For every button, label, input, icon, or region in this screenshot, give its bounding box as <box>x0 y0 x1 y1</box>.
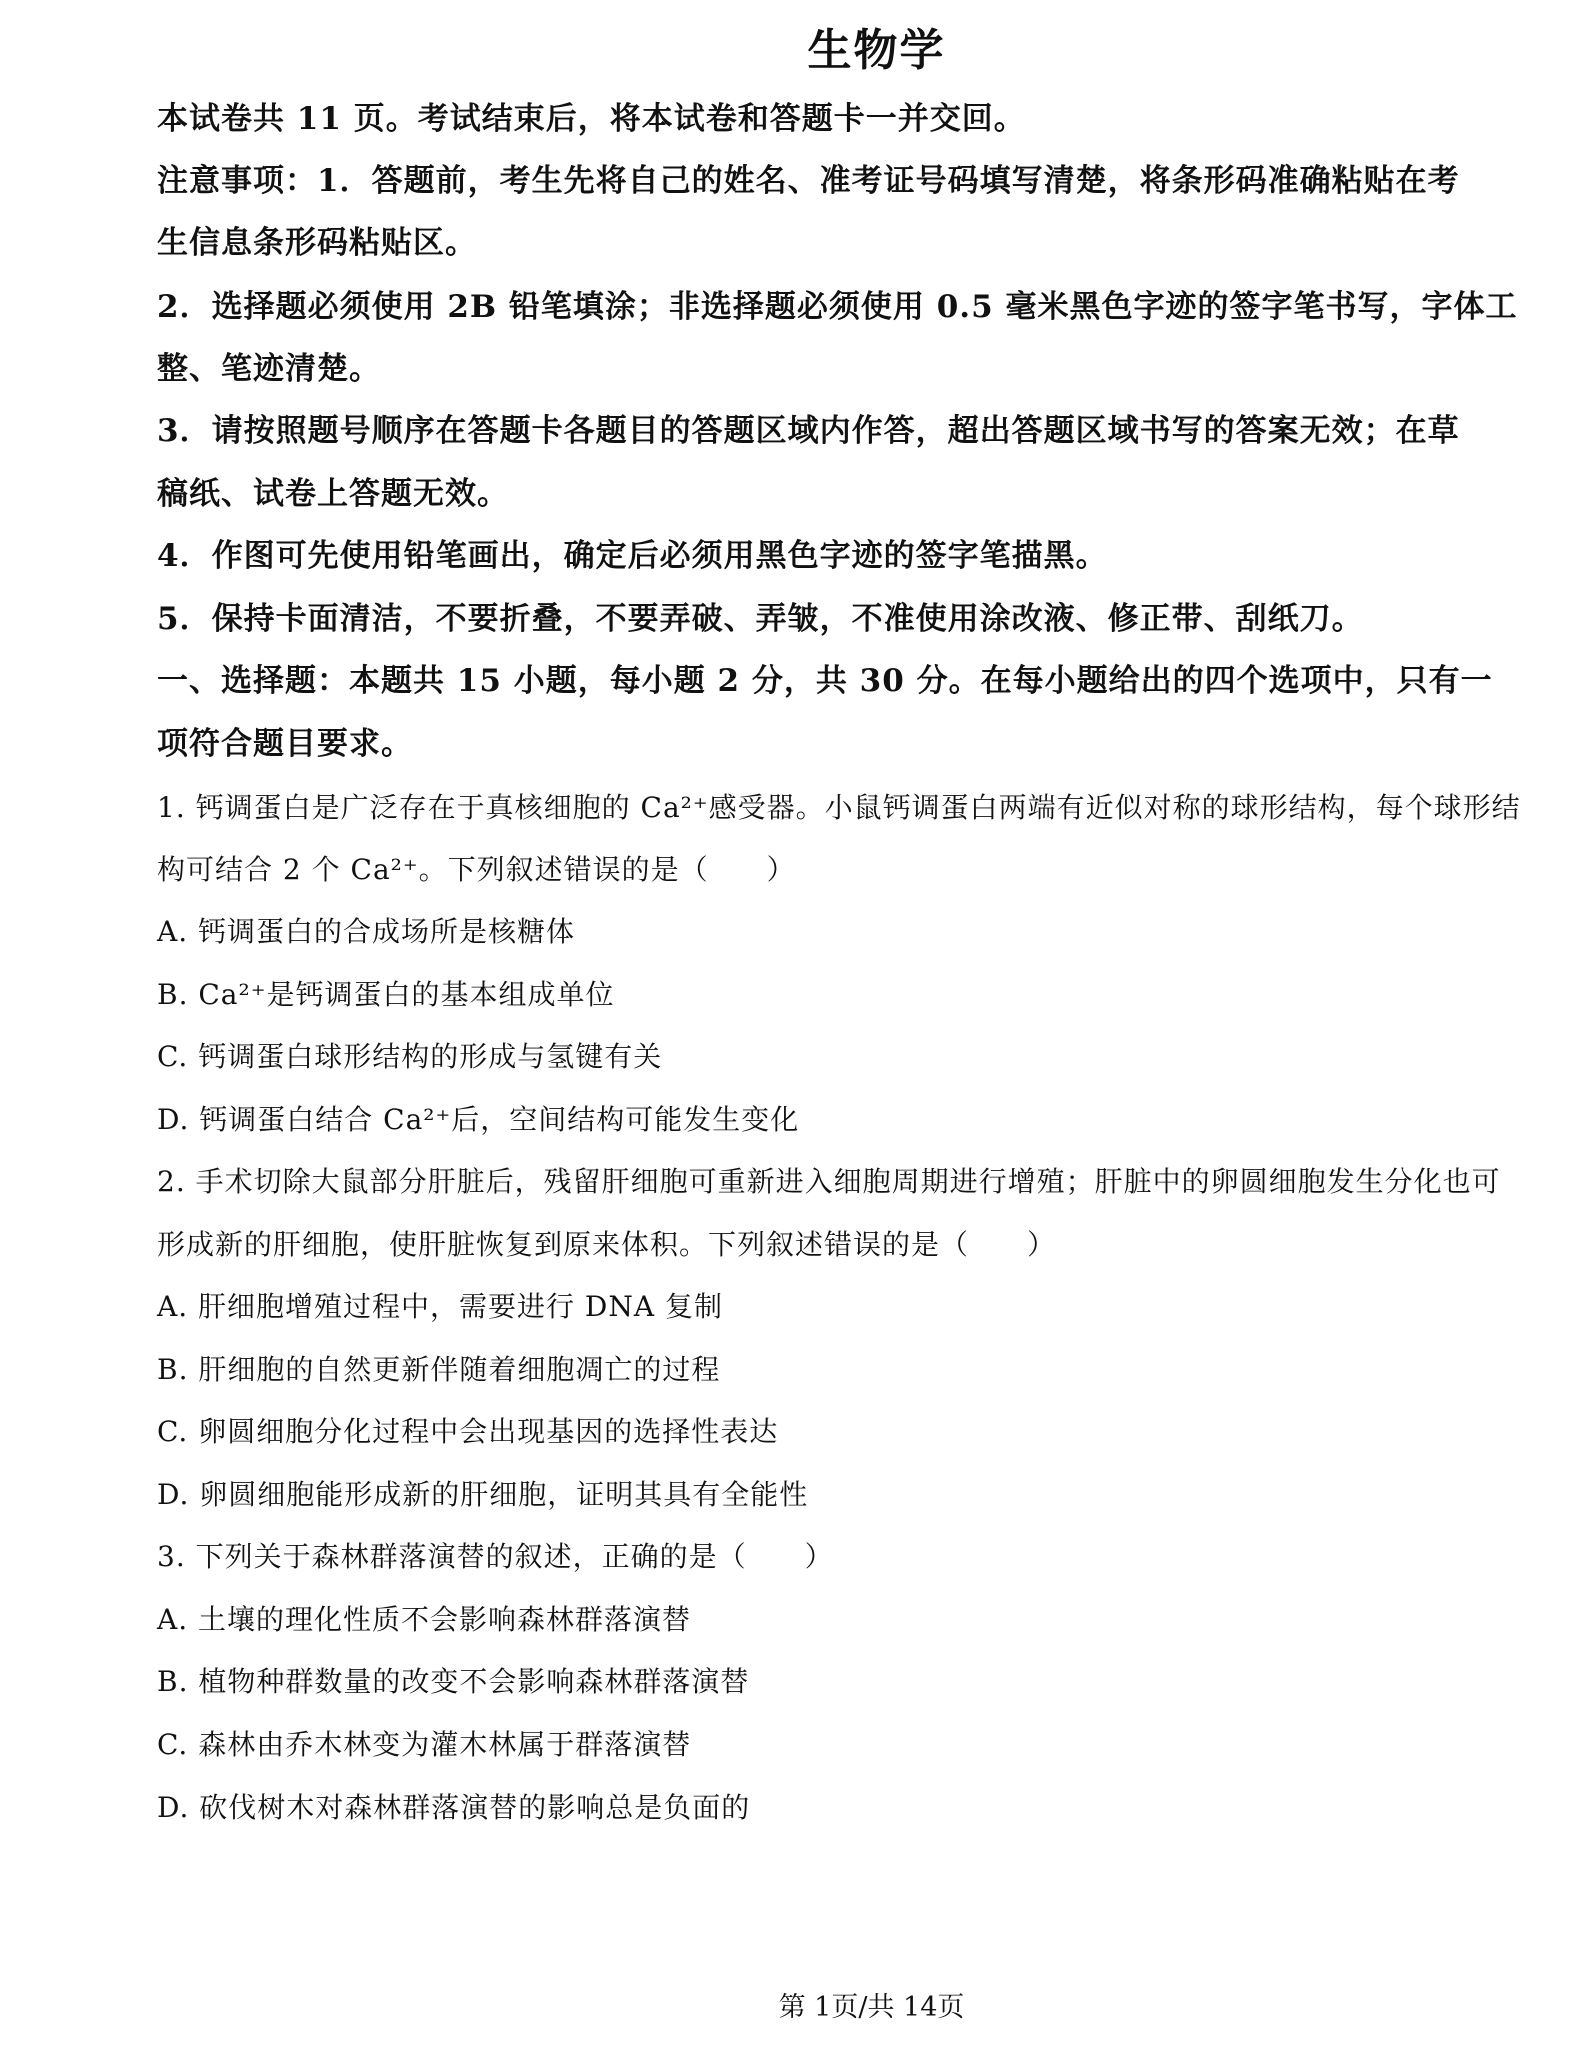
question-2-stem: 形成新的肝细胞，使肝脏恢复到原来体积。下列叙述错误的是（ ） <box>157 1228 1057 1261</box>
question-1-stem: 构可结合 2 个 Ca²⁺。下列叙述错误的是（ ） <box>157 853 796 886</box>
instruction-line: 整、笔迹清楚。 <box>157 351 381 387</box>
instruction-line: 2．选择题必须使用 2B 铅笔填涂；非选择题必须使用 0.5 毫米黑色字迹的签字笔书写，字体工 <box>157 289 1518 325</box>
instruction-line: 4．作图可先使用铅笔画出，确定后必须用黑色字迹的签字笔描黑。 <box>157 538 1108 574</box>
question-2-stem: 2. 手术切除大鼠部分肝脏后，残留肝细胞可重新进入细胞周期进行增殖；肝脏中的卵圆细胞发生分化也可 <box>157 1165 1501 1198</box>
instruction-line: 5．保持卡面清洁，不要折叠，不要弄破、弄皱，不准使用涂改液、修正带、刮纸刀。 <box>157 601 1364 637</box>
question-2-option-a: A. 肝细胞增殖过程中，需要进行 DNA 复制 <box>157 1290 723 1323</box>
question-3-stem: 3. 下列关于森林群落演替的叙述，正确的是（ ） <box>157 1540 834 1573</box>
question-3-option-d: D. 砍伐树木对森林群落演替的影响总是负面的 <box>157 1791 751 1824</box>
question-1-option-d: D. 钙调蛋白结合 Ca²⁺后，空间结构可能发生变化 <box>157 1103 800 1136</box>
question-3-option-b: B. 植物种群数量的改变不会影响森林群落演替 <box>157 1665 750 1698</box>
instruction-line: 注意事项：1．答题前，考生先将自己的姓名、准考证号码填写清楚，将条形码准确粘贴在考 <box>157 163 1460 199</box>
section-heading: 一、选择题：本题共 15 小题，每小题 2 分，共 30 分。在每小题给出的四个选项中，只有一 <box>157 663 1493 699</box>
question-2-option-d: D. 卵圆细胞能形成新的肝细胞，证明其具有全能性 <box>157 1478 809 1511</box>
question-1-option-a: A. 钙调蛋白的合成场所是核糖体 <box>157 915 576 948</box>
question-1-option-b: B. Ca²⁺是钙调蛋白的基本组成单位 <box>157 978 615 1011</box>
instruction-line: 稿纸、试卷上答题无效。 <box>157 476 509 512</box>
question-3-option-c: C. 森林由乔木林变为灌木林属于群落演替 <box>157 1728 692 1761</box>
question-2-option-c: C. 卵圆细胞分化过程中会出现基因的选择性表达 <box>157 1415 779 1448</box>
question-2-option-b: B. 肝细胞的自然更新伴随着细胞凋亡的过程 <box>157 1353 721 1386</box>
page-title: 生物学 <box>807 25 946 76</box>
instruction-line: 3．请按照题号顺序在答题卡各题目的答题区域内作答，超出答题区域书写的答案无效；在草 <box>157 413 1460 449</box>
section-heading: 项符合题目要求。 <box>157 726 413 762</box>
page-footer: 第 1页/共 14页 <box>778 1992 965 2023</box>
question-3-option-a: A. 土壤的理化性质不会影响森林群落演替 <box>157 1603 692 1636</box>
question-1-option-c: C. 钙调蛋白球形结构的形成与氢键有关 <box>157 1040 663 1073</box>
instruction-line: 本试卷共 11 页。考试结束后，将本试卷和答题卡一并交回。 <box>157 101 1026 137</box>
instruction-line: 生信息条形码粘贴区。 <box>157 225 477 261</box>
question-1-stem: 1. 钙调蛋白是广泛存在于真核细胞的 Ca²⁺感受器。小鼠钙调蛋白两端有近似对称的球形结构，每个球形结 <box>157 791 1521 824</box>
